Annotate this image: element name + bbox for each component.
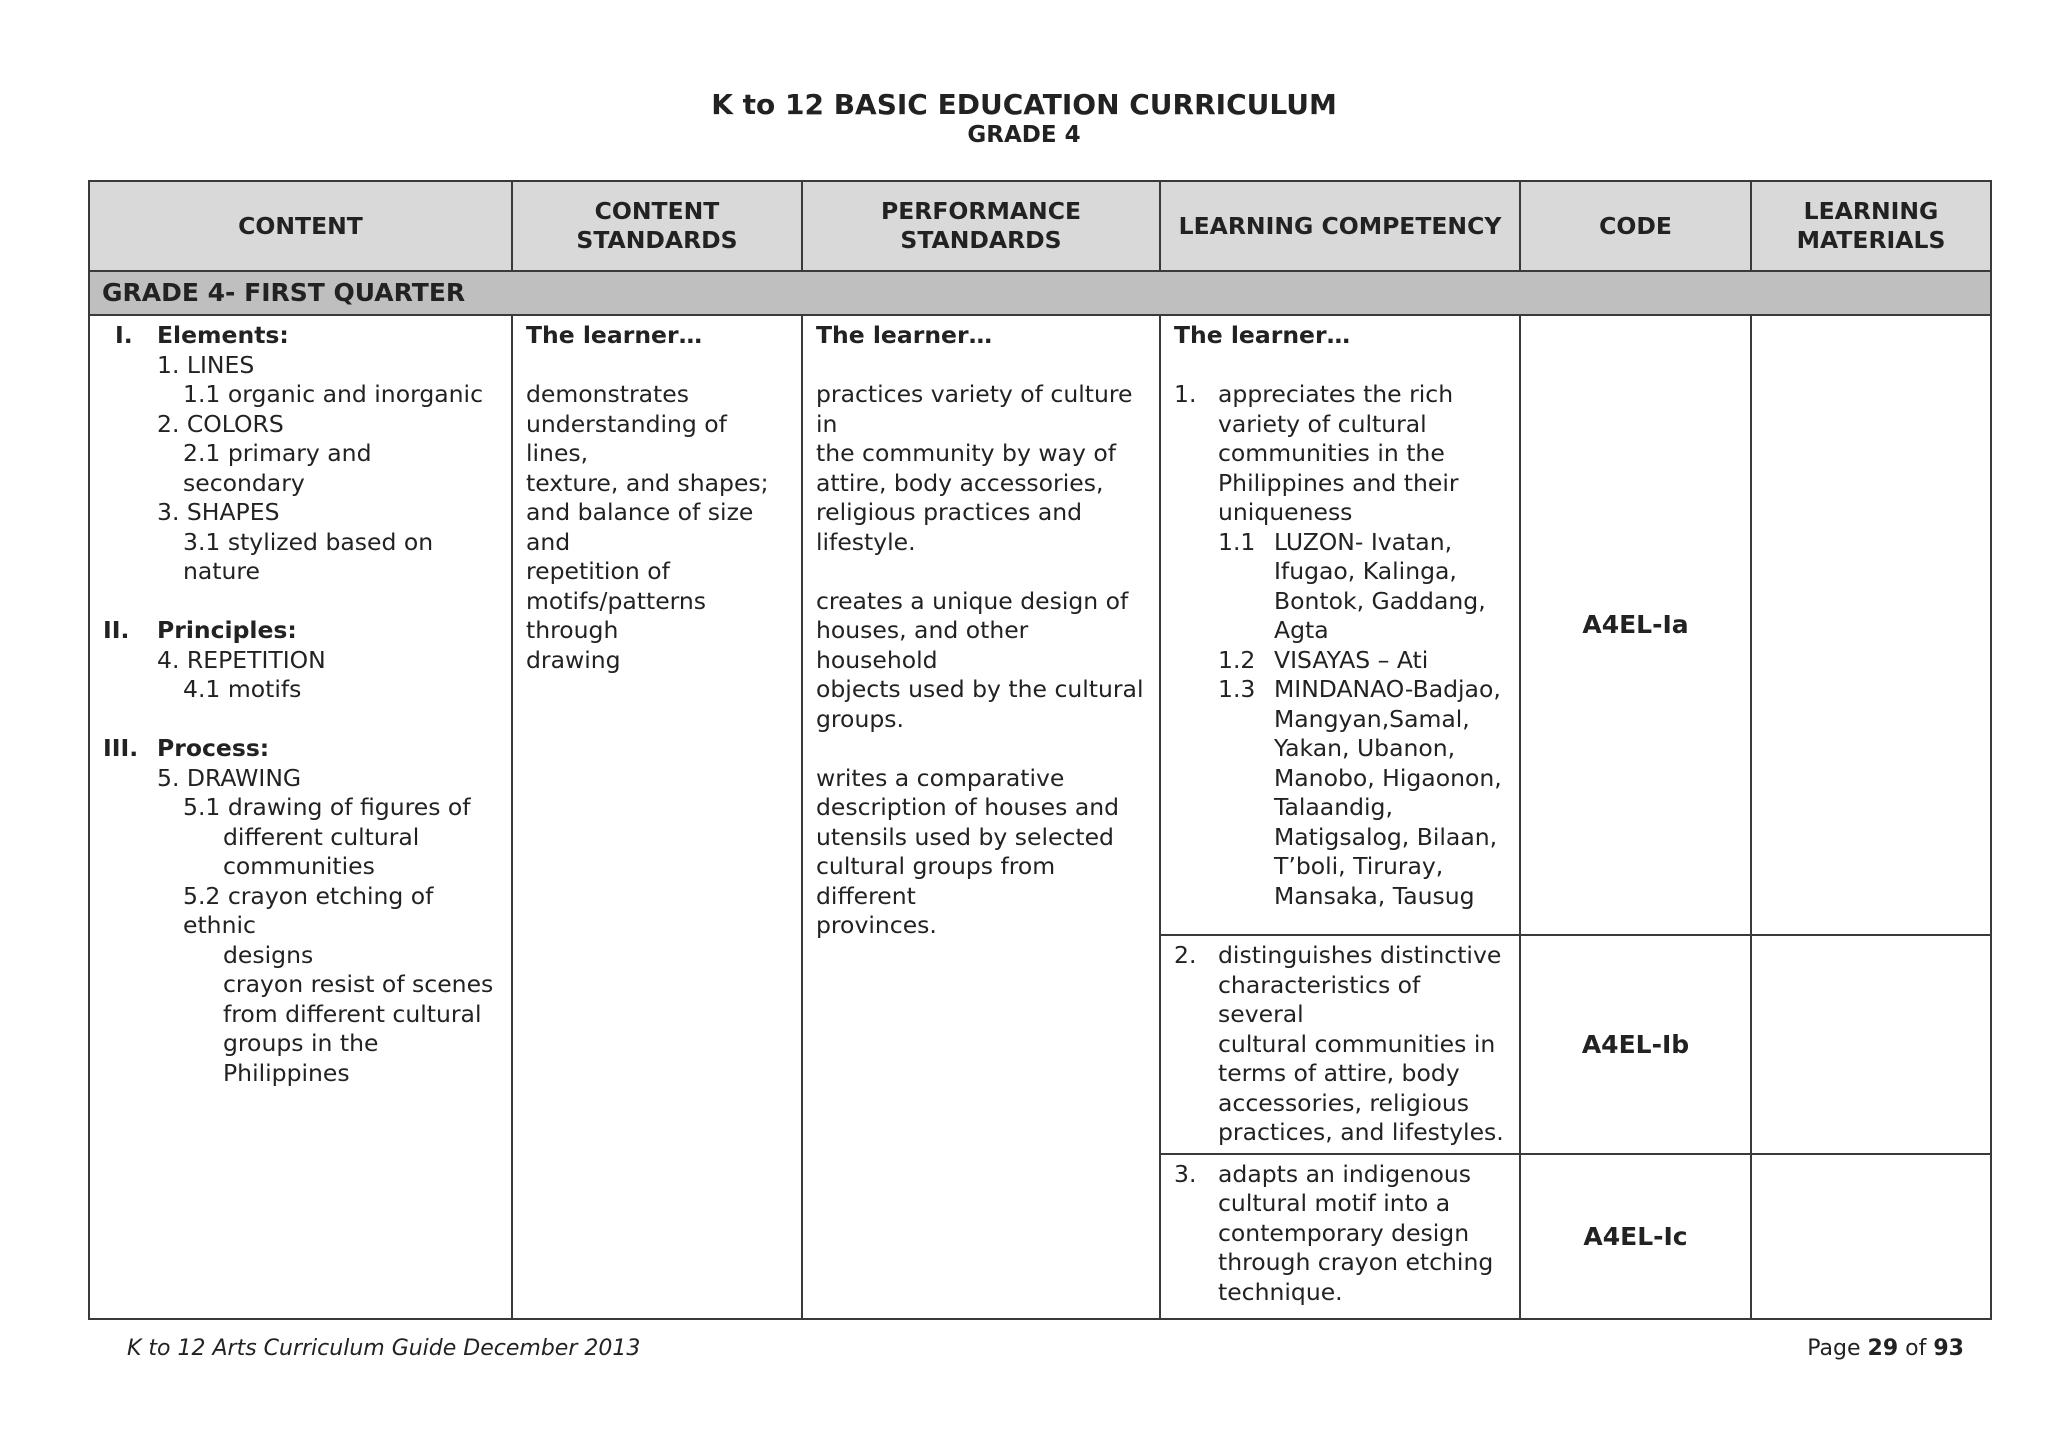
- competency-number: 3.: [1174, 1159, 1197, 1188]
- competency-number: 2.: [1174, 941, 1197, 969]
- text-line: drawing: [526, 645, 621, 674]
- learning-materials-cell: [1751, 1154, 1991, 1320]
- col-header-content: CONTENT: [89, 181, 512, 271]
- curriculum-table: [88, 180, 1992, 1320]
- list-item: 3.1 stylized based on nature: [183, 527, 434, 585]
- text-line: texture, and shapes;: [526, 468, 769, 497]
- text-line: attire, body accessories,: [816, 468, 1104, 497]
- text-line: creates a unique design of: [816, 586, 1129, 615]
- competency-cell-2: [1160, 935, 1520, 1154]
- list-item: communities: [223, 852, 375, 880]
- list-item: 5.1 drawing of figures of: [183, 793, 471, 821]
- text-line: and balance of size and: [526, 498, 754, 556]
- content-cell: [89, 315, 512, 1319]
- text-line: characteristics of several: [1218, 970, 1421, 1028]
- text-line: writes a comparative: [816, 763, 1065, 792]
- text-line: contemporary design: [1218, 1218, 1470, 1247]
- text-line: objects used by the cultural: [816, 675, 1144, 703]
- text-line: Yakan, Ubanon,: [1274, 734, 1456, 762]
- text-line: Manobo, Higaonon,: [1274, 763, 1502, 792]
- text-line: communities in the: [1218, 439, 1445, 467]
- text-line: cultural communities in: [1218, 1029, 1496, 1058]
- learner-lead: The learner…: [1174, 321, 1351, 349]
- text-line: T’boli, Tiruray,: [1274, 852, 1444, 880]
- text-line: Matigsalog, Bilaan,: [1274, 822, 1498, 851]
- section-number: III.: [103, 734, 139, 762]
- list-item: designs: [223, 940, 314, 969]
- learning-materials-cell: [1751, 935, 1991, 1154]
- page-word: Page: [1807, 1336, 1861, 1361]
- list-item: different cultural: [223, 822, 420, 851]
- text-line: practices variety of culture in: [816, 380, 1133, 438]
- section-label: Principles:: [157, 616, 297, 644]
- text-line: practices, and lifestyles.: [1218, 1118, 1504, 1146]
- list-item: 2. COLORS: [157, 409, 284, 438]
- performance-standards-cell: [802, 315, 1160, 1319]
- section-number: II.: [103, 616, 130, 644]
- section-number: I.: [115, 321, 133, 349]
- text-line: motifs/patterns through: [526, 586, 707, 644]
- text-line: description of houses and: [816, 793, 1120, 821]
- content-standards-cell: [512, 315, 802, 1319]
- footer-guide-title: K to 12 Arts Curriculum Guide December 2013: [127, 1336, 641, 1361]
- text-line: repetition of: [526, 557, 670, 585]
- text-line: Philippines and their: [1218, 468, 1459, 497]
- list-item: 1.1 organic and inorganic: [183, 380, 483, 408]
- text-line: LUZON- Ivatan,: [1274, 527, 1453, 556]
- col-header-learning-materials: LEARNING MATERIALS: [1751, 181, 1991, 271]
- list-item: 4.1 motifs: [183, 675, 302, 703]
- col-header-content-standards: CONTENT STANDARDS: [512, 181, 802, 271]
- document-subtitle: GRADE 4: [967, 122, 1081, 148]
- table-row: [89, 315, 1991, 935]
- text-line: distinguishes distinctive: [1218, 941, 1502, 969]
- code-cell: A4EL-Ib: [1520, 935, 1751, 1154]
- text-line: through crayon etching: [1218, 1248, 1494, 1276]
- code-cell: A4EL-Ia: [1520, 315, 1751, 935]
- competency-number: 1.: [1174, 380, 1197, 408]
- text-line: Agta: [1274, 616, 1329, 644]
- sub-text: [1274, 675, 1502, 911]
- text-line: demonstrates: [526, 380, 689, 408]
- list-item: 5.2 crayon etching of ethnic: [183, 881, 434, 939]
- competency-text: [1218, 380, 1459, 528]
- list-item: from different cultural: [223, 999, 482, 1028]
- performance-standard-1: [816, 380, 1146, 557]
- total-pages: 93: [1933, 1336, 1964, 1361]
- text-line: uniqueness: [1218, 498, 1353, 526]
- competency-text: [1218, 1160, 1493, 1308]
- text-line: Mangyan,Samal,: [1274, 704, 1470, 733]
- text-line: adapts an indigenous: [1218, 1159, 1471, 1188]
- sub-number: 1.2: [1218, 645, 1256, 674]
- code-cell: A4EL-Ic: [1520, 1154, 1751, 1320]
- text-line: the community by way of: [816, 439, 1116, 467]
- list-item: 5. DRAWING: [157, 763, 302, 792]
- page-number: [1807, 1336, 1964, 1361]
- text-line: groups.: [816, 704, 904, 733]
- text-line: utensils used by selected: [816, 822, 1114, 851]
- text-line: houses, and other household: [816, 616, 1029, 674]
- sub-text: [1274, 528, 1486, 646]
- of-word: of: [1905, 1336, 1927, 1361]
- list-item: groups in the Philippines: [223, 1029, 379, 1087]
- text-line: religious practices and: [816, 498, 1083, 526]
- col-header-code: CODE: [1520, 181, 1751, 271]
- document-title: K to 12 BASIC EDUCATION CURRICULUM: [711, 88, 1337, 121]
- learner-lead: The learner…: [816, 321, 993, 349]
- text-line: VISAYAS – Ati: [1274, 645, 1429, 674]
- competency-cell-3: [1160, 1154, 1520, 1320]
- performance-standard-2: [816, 587, 1146, 735]
- text-line: technique.: [1218, 1277, 1343, 1306]
- competency-text: [1218, 941, 1506, 1148]
- text-line: appreciates the rich: [1218, 380, 1454, 408]
- list-item: crayon resist of scenes: [223, 970, 494, 998]
- list-item: 2.1 primary and secondary: [183, 439, 372, 497]
- text-line: provinces.: [816, 911, 937, 939]
- text-line: Ifugao, Kalinga,: [1274, 557, 1457, 585]
- col-header-performance-standards: PERFORMANCE STANDARDS: [802, 181, 1160, 271]
- section-label: Elements:: [157, 321, 289, 349]
- text-line: Talaandig,: [1274, 793, 1393, 821]
- text-line: MINDANAO-Badjao,: [1274, 675, 1501, 703]
- performance-standard-3: [816, 764, 1146, 941]
- list-item: 1. LINES: [157, 350, 255, 379]
- text-line: variety of cultural: [1218, 409, 1427, 438]
- header-row: [89, 181, 1991, 271]
- learning-materials-cell: [1751, 315, 1991, 935]
- list-item: 3. SHAPES: [157, 498, 280, 526]
- quarter-label: GRADE 4- FIRST QUARTER: [89, 271, 1991, 315]
- quarter-row: [89, 271, 1991, 315]
- section-label: Process:: [157, 734, 270, 762]
- sub-number: 1.1: [1218, 527, 1256, 556]
- text-line: cultural motif into a: [1218, 1189, 1451, 1217]
- sub-text: [1274, 646, 1428, 676]
- text-line: lifestyle.: [816, 527, 916, 556]
- competency-cell-1: [1160, 315, 1520, 935]
- learner-lead: The learner…: [526, 321, 703, 349]
- current-page: 29: [1867, 1336, 1899, 1361]
- text-line: Mansaka, Tausug: [1274, 881, 1475, 910]
- col-header-learning-competency: LEARNING COMPETENCY: [1160, 181, 1520, 271]
- sub-number: 1.3: [1218, 675, 1256, 703]
- text-line: cultural groups from different: [816, 852, 1056, 910]
- list-item: 4. REPETITION: [157, 645, 326, 674]
- text-line: accessories, religious: [1218, 1088, 1470, 1117]
- text-line: Bontok, Gaddang,: [1274, 586, 1486, 615]
- text-line: terms of attire, body: [1218, 1059, 1460, 1087]
- text-line: understanding of lines,: [526, 409, 727, 467]
